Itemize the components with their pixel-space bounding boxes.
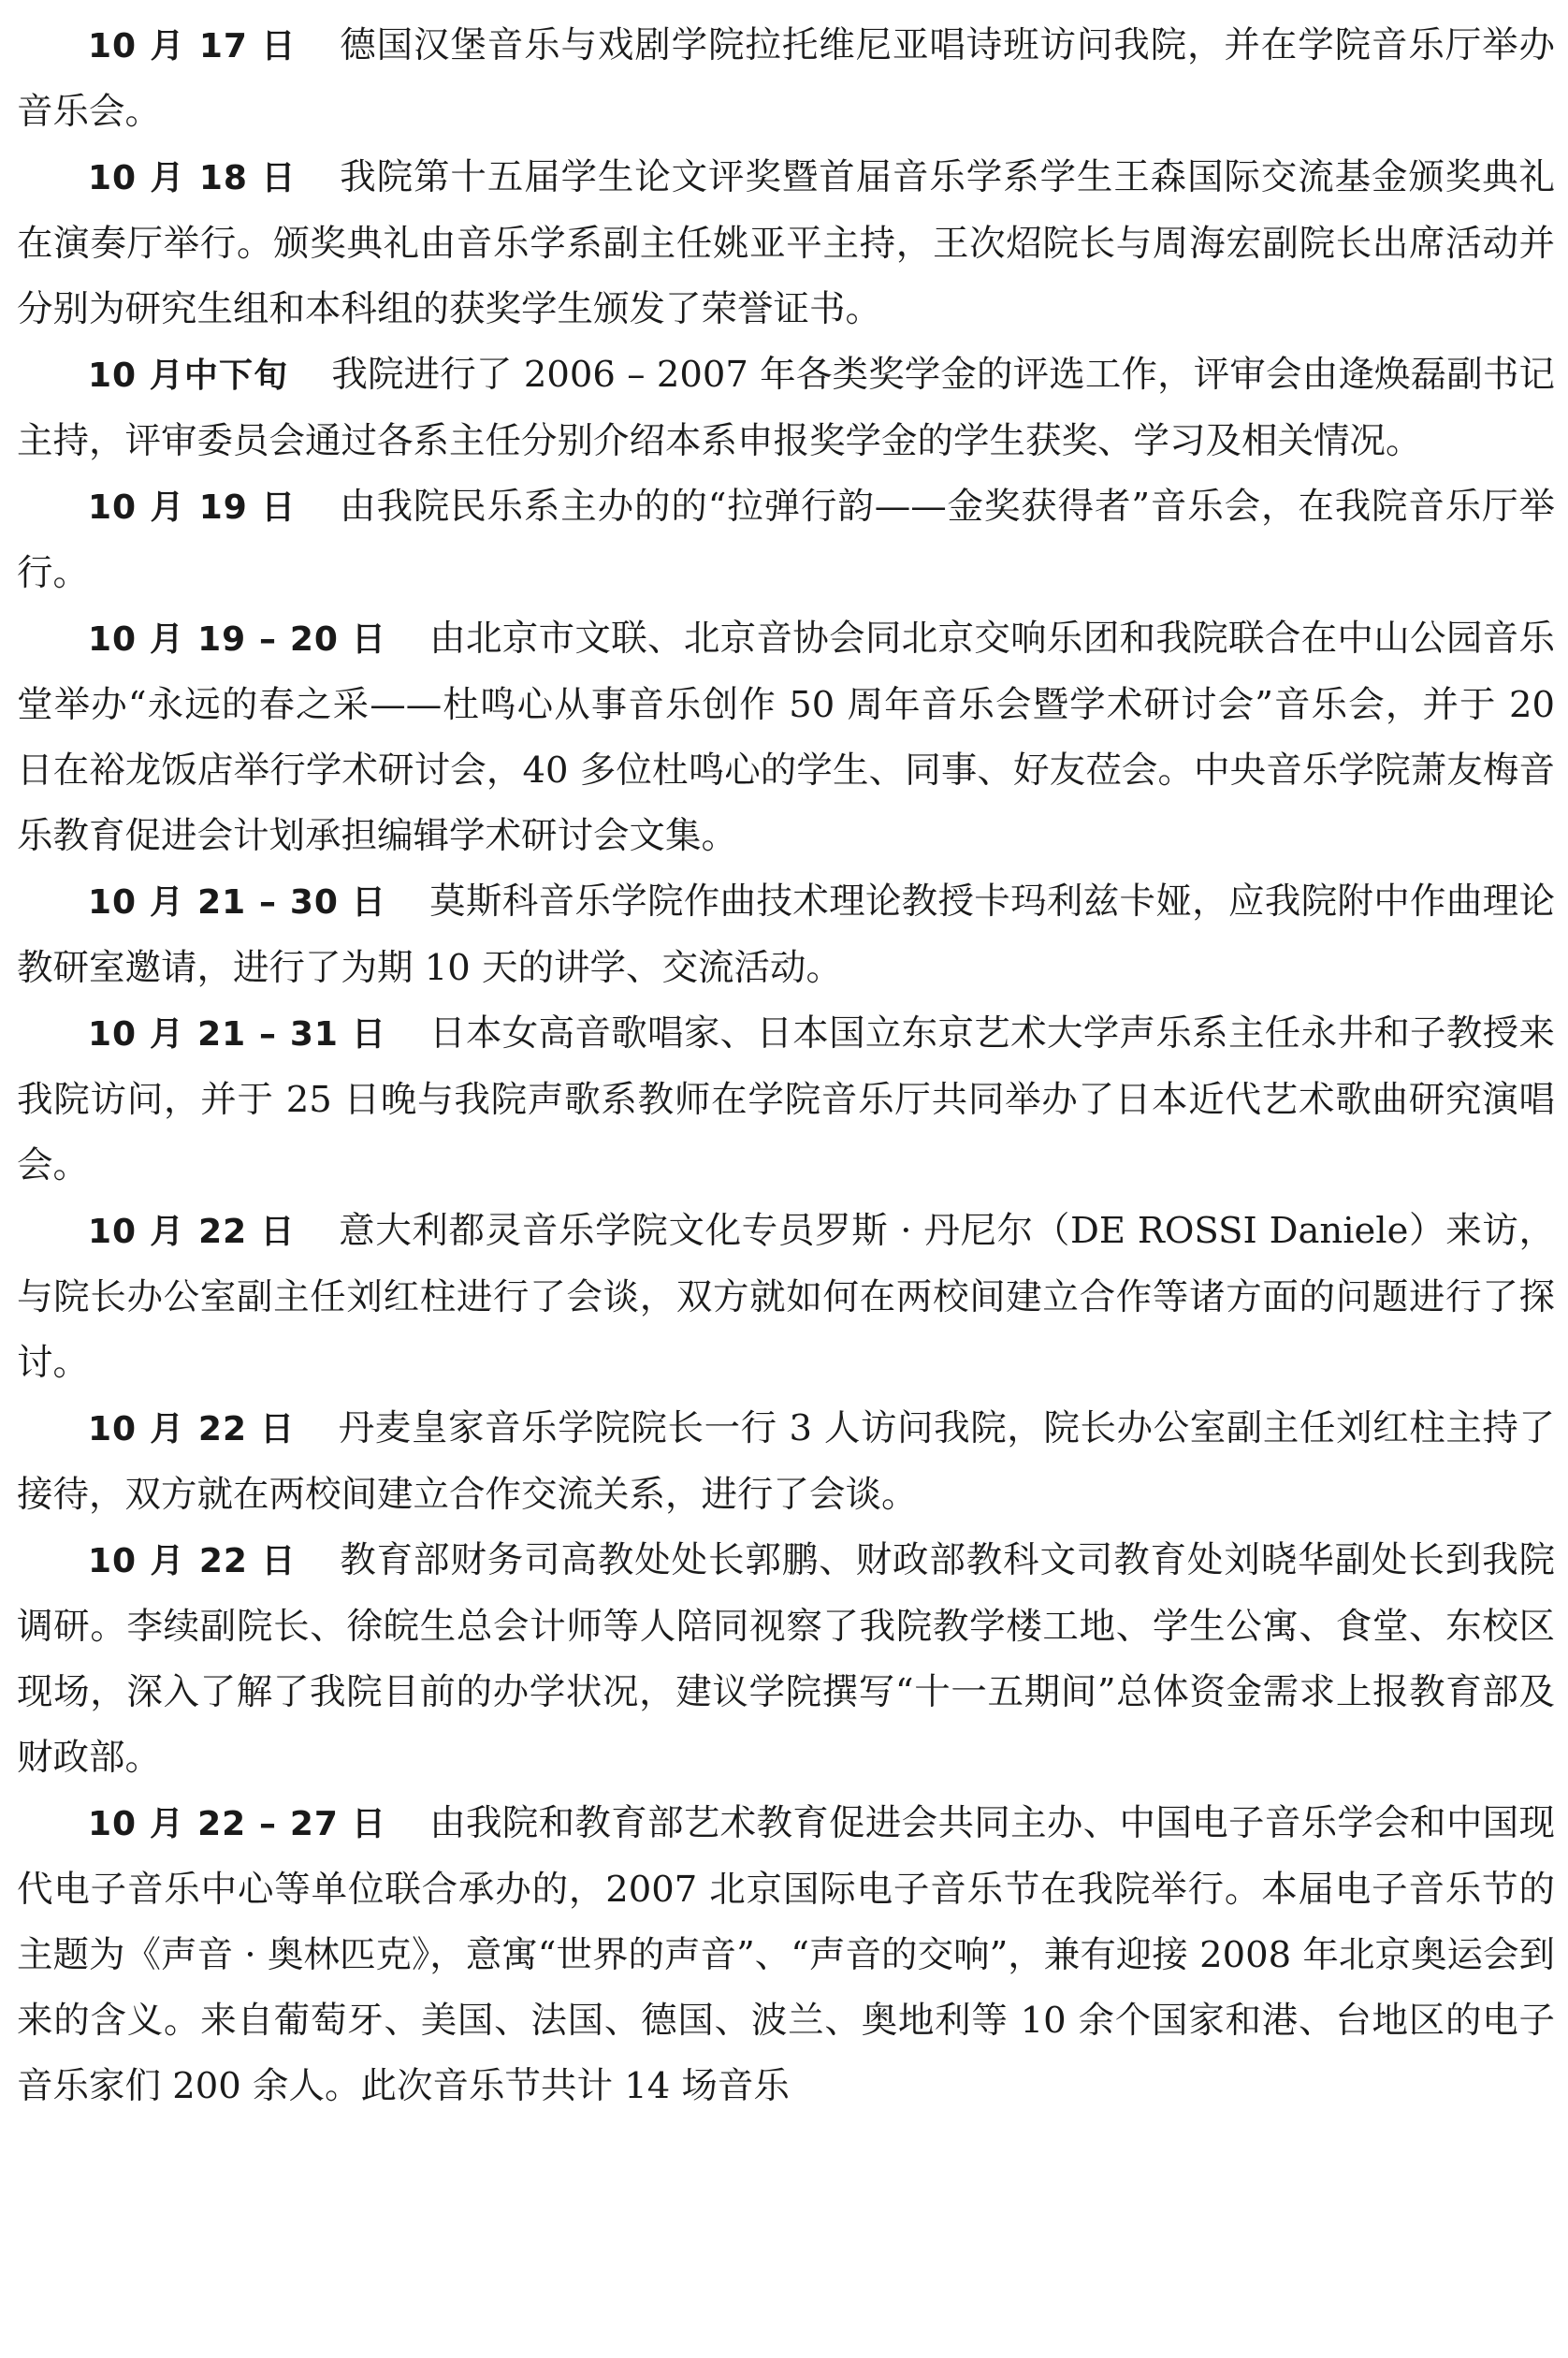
entry-date: 10 月 22 日	[88, 1410, 296, 1448]
entry-date: 10 月 21 – 30 日	[88, 883, 387, 922]
entry-date: 10 月 22 日	[88, 1213, 297, 1251]
chronicle-entry	[17, 1001, 1555, 1199]
entry-date: 10 月 22 – 27 日	[88, 1805, 387, 1843]
chronicle-entry	[17, 145, 1555, 342]
entry-date: 10 月中下旬	[88, 357, 289, 395]
chronicle-entry	[17, 474, 1555, 606]
entry-date: 10 月 19 – 20 日	[88, 620, 387, 659]
chronicle-entry	[17, 13, 1555, 145]
entry-text: 日本女高音歌唱家、日本国立东京艺术大学声乐系主任永井和子教授来我院访问，并于 25 日晚与我院声歌系教师在学院音乐厅共同举办了日本近代艺术歌曲研究演唱会。	[17, 1012, 1555, 1186]
entry-text: 由我院和教育部艺术教育促进会共同主办、中国电子音乐学会和中国现代电子音乐中心等单位联合承办的，2007 北京国际电子音乐节在我院举行。本届电子音乐节的主题为《声音 · 奥林匹克》，意寓“世界的声音”、“声音的交响”，兼有迎接 2008 年北京奥运会到来的含义。来自葡萄牙、美国、法国、德国、波兰、奥地利等 10 余个国家和港、台地区的电子音乐家们 200 余人。此次音乐节共计 14 场音乐	[17, 1802, 1555, 2107]
entry-text: 莫斯科音乐学院作曲技术理论教授卡玛利兹卡娅，应我院附中作曲理论教研室邀请，进行了为期 10 天的讲学、交流活动。	[17, 881, 1555, 989]
entry-text: 我院第十五届学生论文评奖暨首届音乐学系学生王森国际交流基金颁奖典礼在演奏厅举行。颁奖典礼由音乐学系副主任姚亚平主持，王次炤院长与周海宏副院长出席活动并分别为研究生组和本科组的获奖学生颁发了荣誉证书。	[17, 156, 1555, 330]
chronicle-entry	[17, 342, 1555, 474]
chronicle-entry	[17, 1528, 1555, 1791]
entry-date: 10 月 18 日	[88, 159, 298, 197]
entry-date: 10 月 22 日	[88, 1542, 298, 1580]
chronicle-entry	[17, 1199, 1555, 1396]
entry-text: 我院进行了 2006 – 2007 年各类奖学金的评选工作，评审会由逄焕磊副书记主持，评审委员会通过各系主任分别介绍本系申报奖学金的学生获奖、学习及相关情况。	[17, 354, 1555, 462]
entry-date: 10 月 19 日	[88, 488, 298, 527]
entry-text: 教育部财务司高教处处长郭鹏、财政部教科文司教育处刘晓华副处长到我院调研。李续副院长、徐皖生总会计师等人陪同视察了我院教学楼工地、学生公寓、食堂、东校区现场，深入了解了我院目前的办学状况，建议学院撰写“十一五期间”总体资金需求上报教育部及财政部。	[17, 1539, 1555, 1779]
chronicle-entry	[17, 1396, 1555, 1528]
chronicle-entry	[17, 869, 1555, 1001]
chronicle-entry	[17, 606, 1555, 869]
entry-text: 德国汉堡音乐与戏剧学院拉托维尼亚唱诗班访问我院，并在学院音乐厅举办音乐会。	[17, 24, 1555, 133]
chronicle-entry	[17, 1791, 1555, 2119]
entry-text: 意大利都灵音乐学院文化专员罗斯 · 丹尼尔（DE ROSSI Daniele）来访，与院长办公室副主任刘红柱进行了会谈，双方就如何在两校间建立合作等诸方面的问题进行了探讨。	[17, 1210, 1555, 1384]
entry-date: 10 月 17 日	[88, 27, 298, 66]
entry-text: 由北京市文联、北京音协会同北京交响乐团和我院联合在中山公园音乐堂举办“永远的春之采——杜鸣心从事音乐创作 50 周年音乐会暨学术研讨会”音乐会，并于 20 日在裕龙饭店举行学术研讨会，40 多位杜鸣心的学生、同事、好友莅会。中央音乐学院萧友梅音乐教育促进会计划承担编辑学术研讨会文集。	[17, 618, 1555, 857]
entry-text: 由我院民乐系主办的的“拉弹行韵——金奖获得者”音乐会，在我院音乐厅举行。	[17, 486, 1556, 594]
entry-text: 丹麦皇家音乐学院院长一行 3 人访问我院，院长办公室副主任刘红柱主持了接待，双方就在两校间建立合作交流关系，进行了会谈。	[17, 1407, 1555, 1516]
entry-date: 10 月 21 – 31 日	[88, 1015, 387, 1054]
